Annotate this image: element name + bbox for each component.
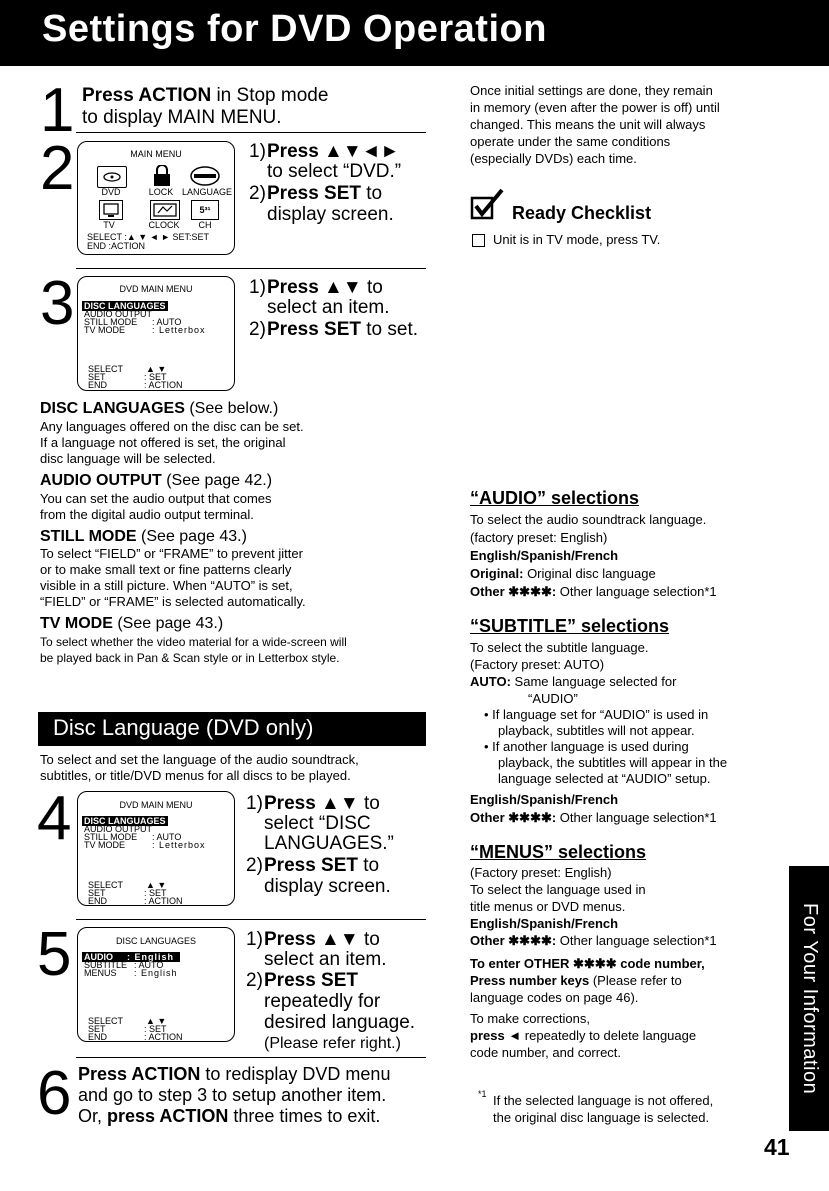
menus-line-bold: To enter OTHER ✱✱✱✱ code number, (470, 956, 705, 971)
subtitle-options (470, 791, 717, 827)
menus-line: code number, and correct. (470, 1045, 622, 1060)
screen-end: END (88, 1032, 108, 1042)
heading-ref: (See page 43.) (112, 615, 224, 632)
screen-item-subtitle-value: : AUTO (134, 960, 164, 970)
desc-line: visible in a still picture. When “AUTO” is set, (40, 578, 293, 593)
screen-item-audio-output: AUDIO OUTPUT (84, 824, 153, 834)
desc-line: If a language not offered is set, the original (40, 435, 286, 450)
still-mode-heading (40, 528, 247, 546)
screen-item-disc-languages: DISC LANGUAGES (84, 816, 166, 826)
dvd-icon (97, 166, 127, 188)
step-3-i1-bold: Press ▲▼ (267, 277, 362, 298)
step-1-rest: in Stop mode (211, 85, 329, 106)
step-4-i1-rest3: LANGUAGES.” (264, 833, 394, 854)
screen-select-value: ▲ ▼ (146, 1016, 167, 1026)
ch-icon: 5³¹ (191, 200, 219, 220)
icon-label-language: LANGUAGE (182, 187, 233, 197)
icon-label-tv: TV (103, 220, 115, 230)
screen-set-value: : SET (144, 1024, 167, 1034)
menus-code-entry (470, 955, 705, 1006)
divider (76, 268, 426, 269)
heading-ref: (See page 43.) (136, 528, 247, 545)
heading-text: DISC LANGUAGES (40, 400, 185, 417)
screen-select-value: ▲ ▼ (146, 880, 167, 890)
bullet-line: language selected at “AUDIO” setup. (498, 771, 711, 786)
menus-line-bold: Other ✱✱✱✱: (470, 933, 557, 948)
title-bar (0, 0, 829, 66)
screen-item-tv-mode-value: : Letterbox (152, 325, 206, 335)
step-5-i2-rest4: (Please refer right.) (264, 1035, 401, 1052)
step-3-i1-rest: to (361, 277, 383, 298)
subtitle-line: To select the subtitle language. (470, 640, 649, 655)
divider (76, 1057, 426, 1058)
screen-end-line: END :ACTION (87, 241, 146, 251)
screen-item-audio: AUDIO (84, 952, 113, 962)
clock-icon (150, 200, 180, 220)
side-tab (789, 866, 829, 1131)
step-1-line2: to display MAIN MENU. (82, 107, 282, 128)
screen-item-subtitle: SUBTITLE (84, 960, 128, 970)
step-4-i1-rest2: select “DISC (264, 813, 371, 834)
audio-line-bold: Other ✱✱✱✱: (470, 584, 557, 599)
screen-item-menus: MENUS (84, 968, 117, 978)
menus-line: language codes on page 46). (470, 990, 639, 1005)
screen-item-tv-mode: TV MODE (84, 325, 126, 335)
screen-title: MAIN MENU (130, 149, 182, 159)
footnote (493, 1092, 713, 1126)
step-4-i2-rest: to (358, 855, 380, 876)
screen-title: DVD MAIN MENU (119, 284, 193, 294)
side-tab-label: For Your Information (799, 902, 821, 1095)
step-2-i1-rest: to select “DVD.” (267, 161, 402, 182)
subtitle-bullets: • If language set for “AUDIO” is used in playback, subtitles will not appear. • If another language is used during playback, the subtitles will appear in the language selected at “AUDIO” setup. (484, 707, 728, 786)
section-title: Disc Language (DVD only) (53, 715, 314, 740)
audio-line-rest: Original disc language (523, 566, 656, 581)
step-6-l3-pre: Or, (78, 1106, 108, 1126)
step-4-i2-rest2: display screen. (264, 876, 391, 897)
screen-item-still-mode-value: : AUTO (152, 317, 182, 327)
checkmark-icon (470, 186, 506, 222)
step-5-i1-rest: to (358, 929, 380, 950)
step-6-l2: and go to step 3 to setup another item. (78, 1085, 387, 1105)
menus-line-bold: Press number keys (470, 973, 590, 988)
language-icon (189, 165, 221, 187)
screen-set-value: : SET (144, 888, 167, 898)
screen-select-value: ▲ ▼ (146, 364, 167, 374)
page-title: Settings for DVD Operation (42, 8, 547, 50)
footnote-mark: *1 (478, 1089, 487, 1099)
screen-end-value: : ACTION (144, 380, 183, 390)
audio-output-desc (40, 491, 272, 523)
subtitle-line: “AUDIO” (528, 691, 578, 706)
menus-line: title menus or DVD menus. (470, 899, 626, 914)
subtitle-line-bold: Other ✱✱✱✱: (470, 810, 557, 825)
step-1-bold: Press ACTION (82, 85, 212, 106)
step-5-i2-bold: Press SET (264, 970, 358, 991)
footnote-line: the original disc language is selected. (493, 1110, 710, 1125)
audio-selections-heading: “AUDIO” selections (470, 488, 640, 508)
step-6-number: 6 (37, 1059, 72, 1128)
dvd-main-menu-screen-2 (77, 791, 235, 906)
step-5-instructions: 1) Press ▲▼ to select an item. 2) Press SET repeatedly for desired language. (Please refer right.) (246, 929, 428, 1053)
step-3-number: 3 (40, 269, 75, 338)
divider (76, 919, 426, 920)
intro-line: subtitles, or title/DVD menus for all discs to be played. (40, 768, 351, 783)
checkbox-icon (472, 234, 485, 247)
heading-text: TV MODE (40, 615, 113, 632)
icon-label-clock: CLOCK (148, 220, 180, 230)
intro-line: operate under the same conditions (470, 134, 671, 149)
screen-item-audio-output: AUDIO OUTPUT (84, 309, 153, 319)
screen-end-value: : ACTION (144, 1032, 183, 1042)
screen-item-still-mode: STILL MODE (84, 317, 138, 327)
step-6-l1-rest: to redisplay DVD menu (200, 1064, 391, 1084)
icon-label-ch: CH (198, 220, 212, 230)
dvd-main-menu-screen (77, 276, 235, 391)
desc-line: be played back in Pan & Scan style or in Letterbox style. (40, 651, 340, 665)
page-number: 41 (764, 1134, 790, 1160)
audio-line: (factory preset: English) (470, 530, 608, 545)
desc-line: Any languages offered on the disc can be set. (40, 419, 304, 434)
menus-selections-text (470, 864, 717, 949)
bullet-line: If another language is used during (492, 739, 689, 754)
step-5-i1-rest2: select an item. (264, 949, 387, 970)
menus-line: (Factory preset: English) (470, 865, 612, 880)
menus-line-rest: (Please refer to (589, 973, 682, 988)
menus-corrections (470, 1010, 696, 1061)
audio-line: To select the audio soundtrack language. (470, 512, 707, 527)
icon-label-dvd: DVD (101, 187, 121, 197)
tv-icon (99, 200, 123, 220)
step-4-number: 4 (37, 784, 72, 853)
step-1-number: 1 (40, 76, 75, 145)
screen-item-tv-mode-value: : Letterbox (152, 840, 206, 850)
step-6-l1-bold: Press ACTION (78, 1064, 201, 1084)
menus-line: To select the language used in (470, 882, 646, 897)
step-3-i2-rest: to set. (361, 319, 419, 340)
desc-line: from the digital audio output terminal. (40, 507, 254, 522)
subtitle-selections-heading: “SUBTITLE” selections (470, 616, 670, 636)
menus-line: To make corrections, (470, 1011, 590, 1026)
checklist-item: Unit is in TV mode, press TV. (493, 232, 661, 247)
subtitle-selections-text (470, 639, 676, 707)
still-mode-desc (40, 546, 306, 610)
intro-line: in memory (even after the power is off) until (470, 100, 720, 115)
step-5-i1-bold: Press ▲▼ (264, 929, 359, 950)
step-2-number: 2 (40, 134, 75, 203)
audio-line-bold: Original: (470, 566, 524, 581)
step-4-i1-bold: Press ▲▼ (264, 793, 359, 814)
heading-text: AUDIO OUTPUT (40, 472, 162, 489)
intro-line: Once initial settings are done, they remain (470, 83, 713, 98)
screen-item-disc-languages: DISC LANGUAGES (84, 301, 166, 311)
step-3-i2-bold: Press SET (267, 319, 361, 340)
checklist-title: Ready Checklist (512, 203, 652, 223)
desc-line: To select “FIELD” or “FRAME” to prevent jitter (40, 546, 303, 561)
desc-line: “FIELD” or “FRAME” is selected automatically. (40, 594, 306, 609)
bullet-line: playback, subtitles will not appear. (498, 723, 695, 738)
menus-line: English/Spanish/French (470, 916, 619, 931)
screen-set-value: : SET (144, 372, 167, 382)
subtitle-line-rest: Other language selection*1 (556, 810, 717, 825)
desc-line: disc language will be selected. (40, 451, 216, 466)
screen-item-audio-value: : English (127, 952, 174, 962)
screen-set: SET (88, 372, 106, 382)
bullet-line: playback, the subtitles will appear in the (498, 755, 728, 770)
screen-set: SET (88, 1024, 106, 1034)
step-6-l3-rest: three times to exit. (228, 1106, 381, 1126)
disc-languages-desc (40, 419, 304, 467)
menus-line-bold: press ◄ (470, 1028, 522, 1043)
step-5-i2-rest3: desired language. (264, 1012, 416, 1033)
step-5-i2-rest2: repeatedly for (264, 991, 381, 1012)
bullet-line: If language set for “AUDIO” is used in (492, 707, 709, 722)
screen-item-menus-value: : English (134, 968, 178, 978)
lock-icon (151, 165, 173, 187)
screen-title: DVD MAIN MENU (119, 800, 193, 810)
step-2-i1-bold: Press ▲▼◄► (267, 141, 400, 162)
screen-end-value: : ACTION (144, 896, 183, 906)
subtitle-line-bold: AUTO: (470, 674, 511, 689)
step-3-i1-rest2: select an item. (267, 297, 390, 318)
step-2-i2-rest2: display screen. (267, 204, 394, 225)
subtitle-line: (Factory preset: AUTO) (470, 657, 605, 672)
audio-line: English/Spanish/French (470, 548, 619, 563)
tv-mode-desc (40, 634, 347, 666)
step-3-instructions: 1) Press ▲▼ to select an item. 2) Press SET to set. (249, 277, 419, 340)
intro-line: (especially DVDs) each time. (470, 151, 637, 166)
screen-select: SELECT (88, 364, 124, 374)
menus-line-rest: repeatedly to delete language (521, 1028, 697, 1043)
audio-line-rest: Other language selection*1 (556, 584, 717, 599)
heading-text: STILL MODE (40, 528, 137, 545)
intro-paragraph (470, 82, 720, 167)
menus-selections-heading: “MENUS” selections (470, 842, 647, 862)
screen-select: SELECT (88, 1016, 124, 1026)
step-5-number: 5 (37, 920, 72, 989)
screen-item-tv-mode: TV MODE (84, 840, 126, 850)
step-6-l3-bold: press ACTION (107, 1106, 229, 1126)
step-6-text (78, 1064, 390, 1127)
screen-item-still-mode-value: : AUTO (152, 832, 182, 842)
desc-line: To select whether the video material for a wide-screen will (40, 635, 347, 649)
screen-end: END (88, 896, 108, 906)
step-4-i1-rest: to (358, 793, 380, 814)
screen-title: DISC LANGUAGES (115, 936, 197, 946)
step-4-instructions: 1) Press ▲▼ to select “DISC LANGUAGES.” 2) Press SET to display screen. (246, 793, 394, 897)
divider (76, 132, 426, 133)
footnote-line: If the selected language is not offered, (493, 1093, 714, 1108)
step-2-i2-rest: to (361, 183, 383, 204)
step-4-i2-bold: Press SET (264, 855, 358, 876)
screen-end: END (88, 380, 108, 390)
menus-line-rest: Other language selection*1 (556, 933, 717, 948)
section-title-bar (38, 712, 426, 746)
disc-languages-heading (40, 400, 278, 418)
audio-output-heading (40, 472, 272, 490)
intro-line: changed. This means the unit will always (470, 117, 706, 132)
screen-set: SET (88, 888, 106, 898)
desc-line: or to make small text or fine patterns clearly (40, 562, 292, 577)
main-menu-screen (77, 141, 235, 255)
step-2-i2-bold: Press SET (267, 183, 361, 204)
audio-selections-text (470, 511, 717, 601)
heading-ref: (See page 42.) (161, 472, 273, 489)
subtitle-line: English/Spanish/French (470, 792, 619, 807)
screen-select: SELECT (88, 880, 124, 890)
intro-line: To select and set the language of the audio soundtrack, (40, 752, 359, 767)
screen-item-still-mode: STILL MODE (84, 832, 138, 842)
step-1-text (82, 85, 328, 129)
subtitle-line-rest: Same language selected for (510, 674, 677, 689)
icon-label-lock: LOCK (148, 187, 174, 197)
screen-select-line: SELECT :▲ ▼ ◄ ► SET:SET (87, 232, 209, 242)
desc-line: You can set the audio output that comes (40, 491, 272, 506)
disc-languages-screen (77, 927, 235, 1042)
heading-ref: (See below.) (184, 400, 279, 417)
tv-mode-heading (40, 615, 223, 633)
section-intro (40, 752, 359, 784)
step-2-instructions: 1) Press ▲▼◄► to select “DVD.” 2) Press SET to display screen. (249, 141, 402, 225)
